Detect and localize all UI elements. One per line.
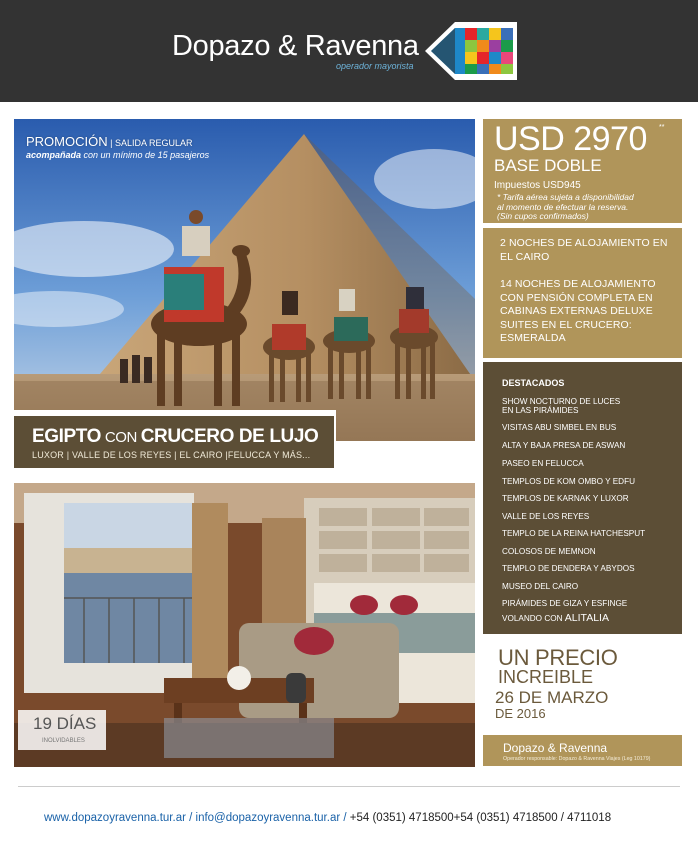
contact-separator: /: [340, 812, 350, 824]
days-count: 19 DÍAS: [33, 714, 97, 733]
highlight-item: ALTA Y BAJA PRESA DE ASWAN: [502, 441, 626, 450]
incredible-line2: INCREIBLE: [498, 667, 594, 687]
highlights-title: DESTACADOS: [502, 378, 565, 388]
highlight-item: PASEO EN FELUCCA: [502, 459, 584, 468]
footer-divider: [18, 786, 680, 787]
price-taxes: Impuestos USD945: [494, 180, 581, 191]
airline-prefix: VOLANDO CON: [502, 614, 565, 623]
highlight-item: MUSEO DEL CAIRO: [502, 582, 579, 591]
trip-destinations: LUXOR | VALLE DE LOS REYES | EL CAIRO |FELUCCA Y MÁS...: [32, 450, 311, 460]
title-egypt: EGIPTO: [32, 426, 102, 447]
price-note-line: * Tarifa aérea sujeta a disponibilidad: [497, 192, 634, 202]
accommodation-cruise: 14 NOCHES DE ALOJAMIENTO CON PENSIÓN COMPLETA EN CABINAS EXTERNAS DELUXE SUITES EN EL CRUCERO: ESMERALDA: [500, 278, 656, 344]
title-cruise: CRUCERO DE LUJO: [140, 426, 319, 447]
highlight-item: SHOW NOCTURNO DE LUCES EN LAS PIRÁMIDES: [502, 397, 621, 415]
highlight-item: TEMPLOS DE KARNAK Y LUXOR: [502, 494, 629, 503]
promo-companion: [26, 150, 209, 160]
accommodation-text: [500, 237, 675, 360]
trip-title: [32, 426, 318, 448]
brand-tagline: operador mayorista: [336, 61, 414, 71]
accommodation-cairo: 2 NOCHES DE ALOJAMIENTO EN EL CAIRO: [500, 237, 668, 263]
promo-companion-bold: acompañada: [26, 150, 82, 160]
price-amount: USD 2970: [494, 120, 647, 158]
price-note-line: (Sin cupos confirmados): [497, 211, 589, 221]
highlight-item: PIRÁMIDES DE GIZA Y ESFINGE: [502, 599, 628, 608]
pyramid-camels-photo: [14, 119, 475, 441]
price-base: BASE DOBLE: [494, 156, 602, 175]
highlight-item: VISITAS ABU SIMBEL EN BUS: [502, 423, 617, 432]
highlight-airline: [502, 614, 672, 623]
promo-companion-rest: con un mínimo de 15 pasajeros: [81, 150, 210, 160]
promo-type: SALIDA REGULAR: [114, 138, 193, 148]
contact-line: [44, 812, 611, 824]
brand-logo-text: Dopazo & Ravenna: [172, 30, 419, 62]
website-link[interactable]: www.dopazoyravenna.tur.ar: [44, 812, 186, 824]
email-link[interactable]: info@dopazoyravenna.tur.ar: [195, 812, 341, 824]
promo-label: PROMOCIÓN: [26, 134, 108, 149]
highlight-item: COLOSOS DE MEMNON: [502, 547, 596, 556]
phone-numbers: +54 (0351) 4718500+54 (0351) 4718500 / 4711018: [349, 812, 612, 824]
operator-brand: Dopazo & Ravenna: [503, 741, 608, 755]
promo-separator: |: [107, 138, 115, 148]
promo-heading: [26, 134, 193, 149]
highlight-item: VALLE DE LOS REYES: [502, 512, 590, 521]
title-with: CON: [101, 429, 141, 446]
departure-date: 26 DE MARZO: [495, 688, 609, 707]
brand-mosaic-icon: [425, 22, 517, 80]
highlight-item: TEMPLO DE DENDERA Y ABYDOS: [502, 564, 635, 573]
price-asterisk: **: [659, 124, 665, 131]
operator-legal: Operador responsable: Dopazo & Ravenna Viajes (Leg 10179): [503, 756, 651, 762]
airline-name: ALITALIA: [564, 612, 609, 624]
price-note: [497, 193, 677, 222]
contact-separator: /: [185, 812, 196, 824]
days-subtitle: INOLVIDABLES: [42, 738, 85, 744]
highlight-item: TEMPLO DE LA REINA HATCHESPUT: [502, 529, 646, 538]
departure-year: DE 2016: [495, 706, 546, 721]
price-note-line: al momento de efectuar la reserva.: [497, 201, 629, 212]
highlight-item: TEMPLOS DE KOM OMBO Y EDFU: [502, 477, 635, 486]
incredible-line1: UN PRECIO: [498, 645, 618, 670]
